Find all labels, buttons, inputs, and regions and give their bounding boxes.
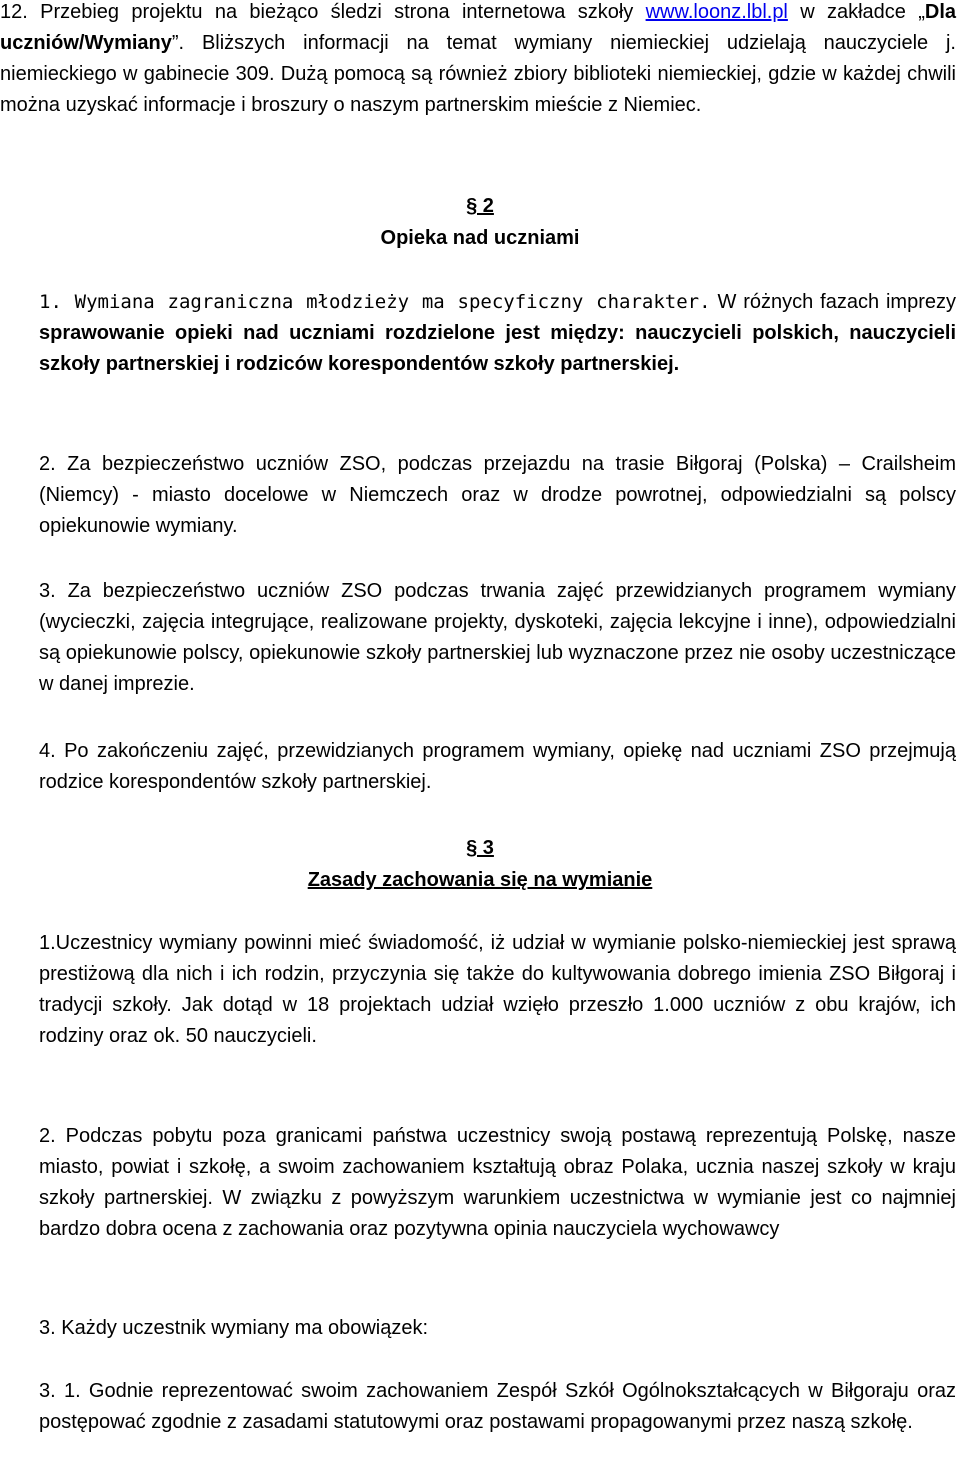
section-3-paragraph-3-1: 3. 1. Godnie reprezentować swoim zachowaniem Zespół Szkół Ogólnokształcących w Biłgoraju oraz postępować zgodnie z zasadami statutowymi oraz postawami propagowanymi przez naszą szkołę. bbox=[39, 1380, 956, 1433]
section-2-sign: § 2 bbox=[466, 195, 494, 217]
section-3-sign: § 3 bbox=[466, 837, 494, 859]
section-2-paragraph-1 bbox=[39, 287, 956, 380]
section-2-paragraph-4: 4. Po zakończeniu zajęć, przewidzianych programem wymiany, opiekę nad uczniami ZSO przejmują rodzice korespondentów szkoły partnerskiej. bbox=[39, 740, 956, 793]
section-3-paragraph-3: 3. Każdy uczestnik wymiany ma obowiązek: bbox=[39, 1317, 429, 1339]
section-3-title: Zasady zachowania się na wymianie bbox=[307, 869, 653, 891]
section-2-title: Opieka nad uczniami bbox=[380, 227, 580, 249]
paragraph-12-prefix: 12. Przebieg projektu na bieżąco śledzi strona internetowa szkoły bbox=[0, 1, 646, 23]
section-2-paragraph-3: 3. Za bezpieczeństwo uczniów ZSO podczas trwania zajęć przewidzianych programem wymiany (wycieczki, zajęcia integrujące, realizowane projekty, dyskoteki, zajęcia lekcyjne i inne), odpowiedzialni są opiekunowie polscy, opiekunowie szkoły partnerskiej lub wyznaczone przez nie osoby uczestniczące w danej imprezie. bbox=[39, 580, 956, 695]
tab-name: Dla uczniów/Wymiany bbox=[0, 1, 956, 54]
section-3-paragraph-2: 2. Podczas pobytu poza granicami państwa uczestnicy swoją postawą reprezentują Polskę, nasze miasto, powiat i szkołę, a swoim zachowaniem kształtują obraz Polaka, ucznia naszej szkoły w kraju szkoły partnerskiej. W związku z powyższym warunkiem uczestnictwa w wymianie jest co najmniej bardzo dobra ocena z zachowania oraz pozytywna opinia nauczyciela wychowawcy bbox=[39, 1125, 956, 1240]
section-3-paragraph-1: 1.Uczestnicy wymiany powinni mieć świadomość, iż udział w wymianie polsko-niemieckiej jest sprawą prestiżową dla nich i ich rodzin, przyczynia się także do kultywowania dobrego imienia ZSO Biłgoraj i tradycji szkoły. Jak dotąd w 18 projektach udział wzięło przeszło 1.000 uczniów z obu krajów, ich rodziny oraz ok. 50 nauczycieli. bbox=[39, 932, 956, 1047]
paragraph-12-middle: w zakładce „ bbox=[787, 1, 925, 23]
section-2-paragraph-1-lead: 1. Wymiana zagraniczna młodzieży ma specyficzny charakter. bbox=[39, 291, 711, 313]
paragraph-12-rest: ”. Bliższych informacji na temat wymiany niemieckiej udzielają nauczyciele j. niemieckiego w gabinecie 309. Dużą pomocą są również zbiory biblioteki niemieckiej, gdzie w każdej chwili można uzyskać informacje i broszury o naszym partnerskim mieście z Niemiec. bbox=[0, 32, 956, 116]
section-2-paragraph-1-mid: W różnych fazach imprezy bbox=[710, 291, 956, 313]
section-2-paragraph-2: 2. Za bezpieczeństwo uczniów ZSO, podczas przejazdu na trasie Biłgoraj (Polska) – Crailsheim (Niemcy) - miasto docelowe w Niemczech oraz w drodze powrotnej, odpowiedzialni są polscy opiekunowie wymiany. bbox=[39, 453, 956, 537]
school-website-link[interactable]: www.loonz.lbl.pl bbox=[645, 1, 788, 23]
section-2-paragraph-1-bold: sprawowanie opieki nad uczniami rozdzielone jest między: nauczycieli polskich, nauczycieli szkoły partnerskiej i rodziców korespondentów szkoły partnerskiej. bbox=[39, 322, 956, 375]
paragraph-12 bbox=[0, 0, 956, 121]
